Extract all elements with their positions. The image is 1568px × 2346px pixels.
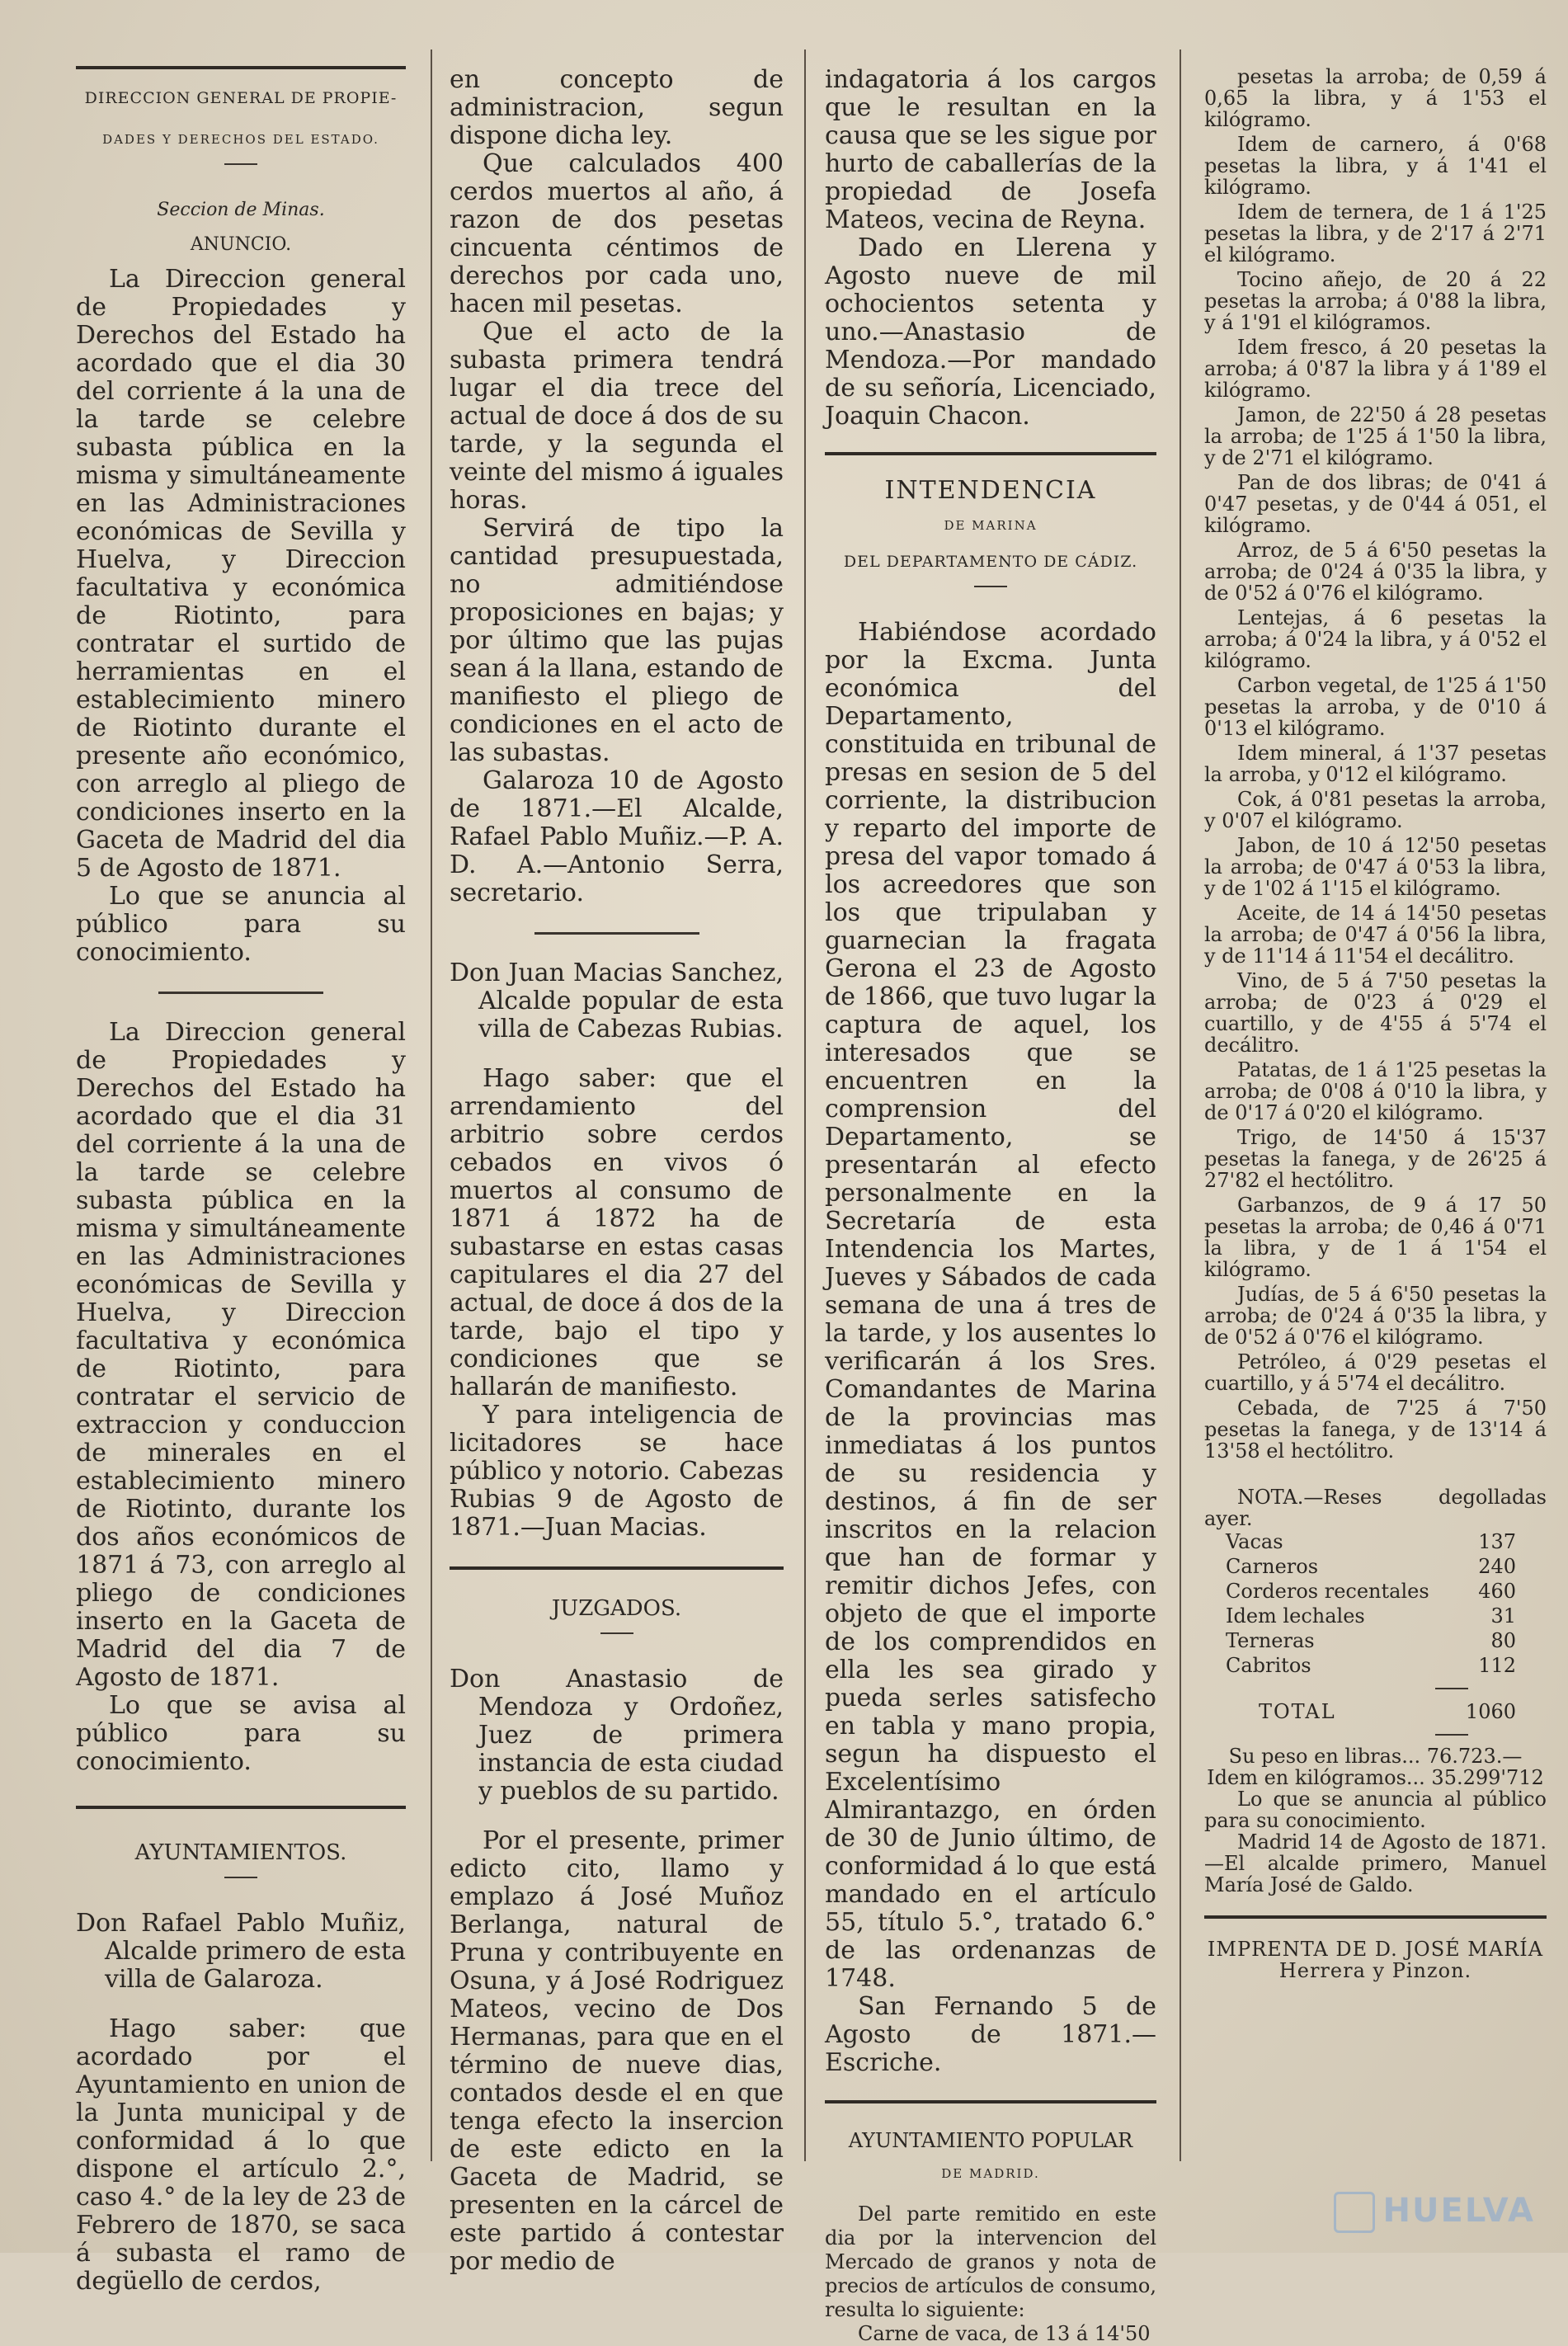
reses-table [1221,1529,1521,1678]
section-title: AYUNTAMIENTO POPULAR [848,2129,1133,2152]
reses-value: 31 [1490,1604,1516,1628]
paragraph: Que calculados 400 cerdos muertos al año, á razon de dos pesetas cincuenta céntimos de derechos por cada uno, hacen mil pesetas. [450,149,784,318]
nota: NOTA.—Reses degolladas ayer. [1204,1486,1547,1530]
paragraph: Servirá de tipo la cantidad presupuestada, no admitiéndose proposiciones en bajas; y por último que las pujas sean á la llana, estando de manifiesto el pliego de condiciones en el acto de las subastas. [450,514,784,767]
price-line: Carbon vegetal, de 1'25 á 1'50 pesetas la arroba, y de 0'10 á 0'13 el kilógramo. [1204,674,1547,740]
table-row [1221,1628,1521,1653]
column-4 [1204,66,1547,1981]
paragraph: Hago saber: que el arrendamiento del arbitrio sobre cerdos cebados en vivos ó muertos al consumo de 1871 á 1872 ha de subastarse en estas casas capitulares el dia 27 del actual, de doce á dos de la tarde, bajo el tipo y condiciones que se hallarán de manifiesto. [450,1064,784,1401]
price-line: Patatas, de 1 á 1'25 pesetas la arroba; de 0'08 á 0'10 la libra, y de 0'17 á 0'20 el kilógramo. [1204,1058,1547,1124]
section-title: JUZGADOS. [551,1596,682,1621]
reses-value: 80 [1490,1629,1516,1652]
paragraph: Del parte remitido en este dia por la intervencion del Mercado de granos y nota de precios de artículos de consumo, resulta lo siguiente: [825,2202,1156,2321]
price-line: Idem de ternera, de 1 á 1'25 pesetas la libra, y de 2'17 á 2'71 el kilógramo. [1204,200,1547,266]
dash [224,163,257,165]
reses-name: Corderos recentales [1226,1580,1429,1603]
price-line: Idem mineral, á 1'37 pesetas la arroba, y 0'12 el kilógramo. [1204,742,1547,786]
paragraph: Habiéndose acordado por la Excma. Junta económica del Departamento, constituida en tribunal de presas en sesion de 5 del corriente, la distribucion y reparto del importe de presa del vapor tomado á los acreedores que son los que tripulaban y guarnecian la fragata Gerona el 23 de Agosto de 1866, que tuvo lugar la captura de aquel, los interesados que se encuentren en la comprension del Departamento, se presentarán al efecto personalmente en la Secretaría de esta Intendencia los Martes, Jueves y Sábados de cada semana de una á tres de la tarde, y los ausentes lo verificarán á los Sres. Comandantes de Marina de la provincias mas inmediatas á los puntos de su residencia y destinos, á fin de ser inscritos en la relacion que han de formar y remitir dichos Jefes, con objeto de que el importe de los comprendidos en ella les sea girado y pueda serles satisfecho en tabla y mano propia, segun ha dispuesto el Excelentísimo Almirantazgo, en órden de 30 de Junio último, de conformidad á lo que está mandado en el artículo 55, título 5.°, tratado 6.° de las ordenanzas de 1748. [825,618,1156,1993]
paragraph: Don Rafael Pablo Muñiz, Alcalde primero de esta villa de Galaroza. [76,1909,406,1994]
reses-value: 112 [1478,1654,1516,1677]
price-line: Petróleo, á 0'29 pesetas el cuartillo, y á 5'74 el decálitro. [1204,1350,1547,1395]
paragraph: La Direccion general de Propiedades y Derechos del Estado ha acordado que el dia 30 del corriente á la una de la tarde se celebre subasta pública en la misma y simultáneamente en las Administraciones económicas de Sevilla y Huelva, y Direccion facultativa y económica de Riotinto, para contratar el surtido de herramientas en el establecimiento minero de Riotinto durante el presente año económico, con arreglo al pliego de condiciones inserto en la Gaceta de Madrid del dia 5 de Agosto de 1871. [76,265,406,883]
table-row [1221,1604,1521,1628]
table-row [1221,1653,1521,1678]
total-label: TOTAL [1259,1700,1336,1723]
column-rule [1180,49,1181,2161]
dash [1435,1734,1468,1736]
price-line: Trigo, de 14'50 á 15'37 pesetas la fanega, y de 26'25 á 27'82 el hectólitro. [1204,1126,1547,1192]
rule [76,1806,406,1809]
anuncio-title: ANUNCIO. [190,234,292,255]
dash [974,586,1007,587]
paragraph: Por el presente, primer edicto cito, llamo y emplazo á José Muñoz Berlanga, natural de Pruna y contribuyente en Osuna, y á José Rodriguez Mateos, vecino de Dos Hermanas, para que en el término de nueve dias, contados desde el en que tenga efecto la insercion de este edicto en la Gaceta de Madrid, se presenten en la cárcel de este partido á contestar por medio de [450,1826,784,2276]
reses-value: 240 [1478,1555,1516,1578]
paragraph: Y para inteligencia de licitadores se hace público y notorio. Cabezas Rubias 9 de Agosto de 1871.—Juan Macias. [450,1401,784,1542]
price-line: Idem fresco, á 20 pesetas la arroba; á 0'87 la libra y á 1'89 el kilógramo. [1204,336,1547,402]
price-line: Garbanzos, de 9 á 17 50 pesetas la arroba; de 0,46 á 0'71 la libra, y de 1 á 1'54 el kilógramo. [1204,1194,1547,1281]
paragraph: San Fernando 5 de Agosto de 1871.—Escriche. [825,1992,1156,2077]
price-line: Jabon, de 10 á 12'50 pesetas la arroba; de 0'47 á 0'53 la libra, y de 1'02 á 1'15 el kilógramo. [1204,834,1547,900]
rule [825,2100,1156,2103]
rule [534,932,699,935]
paragraph: en concepto de administracion, segun dispone dicha ley. [450,65,784,150]
section-title: INTENDENCIA [884,476,1097,505]
paragraph: Lo que se anuncia al público para su conocimiento. [1204,1788,1547,1832]
dash [224,1877,257,1878]
column-3 [825,66,1156,2346]
paragraph: Dado en Llerena y Agosto nueve de mil ochocientos setenta y uno.—Anastasio de Mendoza.—Por mandado de su señoría, Licenciado, Joaquin Chacon. [825,233,1156,431]
seal-icon [1334,2192,1375,2233]
column-1 [76,58,406,2296]
paragraph: Que el acto de la subasta primera tendrá lugar el dia trece del actual de doce á dos de su tarde, y la segunda el veinte del mismo á iguales horas. [450,318,784,515]
price-line: Tocino añejo, de 20 á 22 pesetas la arroba; á 0'88 la libra, y á 1'91 el kilógramos. [1204,268,1547,334]
price-line: Lentejas, á 6 pesetas la arroba; á 0'24 la libra, y á 0'52 el kilógramo. [1204,606,1547,672]
price-line: Cebada, de 7'25 á 7'50 pesetas la fanega, y de 13'14 á 13'58 el hectólitro. [1204,1397,1547,1463]
paragraph: Don Anastasio de Mendoza y Ordoñez, Juez de primera instancia de esta ciudad y pueblos de su partido. [450,1665,784,1806]
total-row [1254,1699,1521,1724]
heading: DIRECCION GENERAL DE PROPIE- [84,89,398,107]
dash [600,1632,633,1634]
price-line: Pan de dos libras; de 0'41 á 0'47 pesetas, y de 0'44 á 051, el kilógramo. [1204,471,1547,537]
price-line: Aceite, de 14 á 14'50 pesetas la arroba; de 0'47 á 0'56 la libra, y de 11'14 á 11'54 el decálitro. [1204,902,1547,968]
reses-value: 460 [1478,1580,1516,1603]
rule [76,66,406,69]
price-line: Judías, de 5 á 6'50 pesetas la arroba; de 0'24 á 0'35 la libra, y de 0'52 á 0'76 el kilógramo. [1204,1283,1547,1349]
dash [1435,1688,1468,1689]
paragraph: indagatoria á los cargos que le resultan en la causa que se les sigue por hurto de caballerías de la propiedad de Josefa Mateos, vecina de Reyna. [825,65,1156,234]
column-rule [431,49,432,2161]
column-2 [450,66,784,2276]
heading: DADES Y DERECHOS DEL ESTADO. [102,132,379,147]
watermark-text: HUELVA [1382,2192,1535,2230]
rule [158,992,323,994]
subtitle: DEL DEPARTAMENTO DE CÁDIZ. [843,553,1138,571]
paragraph: Madrid 14 de Agosto de 1871.—El alcalde primero, Manuel María José de Galdo. [1204,1830,1547,1896]
reses-name: Cabritos [1226,1654,1311,1677]
reses-name: Carneros [1226,1555,1319,1578]
total-value: 1060 [1465,1700,1516,1723]
column-rule [804,49,806,2161]
paragraph: Lo que se anuncia al público para su conocimiento. [76,882,406,967]
section-title: Seccion de Minas. [157,200,325,220]
imprenta: IMPRENTA DE D. JOSÉ MARÍA Herrera y Pinzon. [1207,1938,1544,1982]
reses-name: Vacas [1226,1530,1283,1553]
rule [825,452,1156,455]
peso: Su peso en libras... 76.723.— [1228,1745,1523,1768]
paragraph: Lo que se avisa al público para su conocimiento. [76,1691,406,1776]
paragraph: Don Juan Macias Sanchez, Alcalde popular de esta villa de Cabezas Rubias. [450,959,784,1043]
section-title: AYUNTAMIENTOS. [134,1840,347,1865]
price-list [1204,66,1547,1462]
peso: Idem en kilógramos... 35.299'712 [1207,1766,1544,1789]
price-line: Arroz, de 5 á 6'50 pesetas la arroba; de 0'24 á 0'35 la libra, y de 0'52 á 0'76 el kilógramo. [1204,539,1547,605]
paragraph: Hago saber: que acordado por el Ayuntamiento en union de la Junta municipal y de conformidad á lo que dispone el artículo 2.°, caso 4.° de la ley de 23 de Febrero de 1870, se saca á subasta el ramo de degüello de cerdos, [76,2014,406,2296]
table-row [1221,1554,1521,1579]
price-line: Jamon, de 22'50 á 28 pesetas la arroba; de 1'25 á 1'50 la libra, y de 2'71 el kilógramo. [1204,403,1547,469]
price-line: Idem de carnero, á 0'68 pesetas la libra, y á 1'41 el kilógramo. [1204,133,1547,199]
table-row [1221,1529,1521,1554]
price-line: Cok, á 0'81 pesetas la arroba, y 0'07 el kilógramo. [1204,788,1547,832]
subtitle: DE MADRID. [941,2166,1040,2181]
reses-name: Terneras [1226,1629,1315,1652]
paragraph: Galaroza 10 de Agosto de 1871.—El Alcalde, Rafael Pablo Muñiz.—P. A. D. A.—Antonio Serra, secretario. [450,766,784,907]
rule [450,1566,784,1570]
paragraph: Carne de vaca, de 13 á 14'50 [858,2322,1151,2345]
price-line: pesetas la arroba; de 0,59 á 0,65 la libra, y á 1'53 el kilógramo. [1204,65,1547,131]
reses-name: Idem lechales [1226,1604,1365,1628]
subtitle: DE MARINA [944,518,1038,533]
paragraph: La Direccion general de Propiedades y Derechos del Estado ha acordado que el dia 31 del corriente á la una de la tarde se celebre subasta pública en la misma y simultáneamente en las Administraciones económicas de Sevilla y Huelva, y Direccion facultativa y económica de Riotinto, para contratar el servicio de extraccion y conduccion de minerales en el establecimiento minero de Riotinto, durante los dos años económicos de 1871 á 73, con arreglo al pliego de condiciones inserto en la Gaceta de Madrid del dia 7 de Agosto de 1871. [76,1018,406,1692]
watermark-logo [1263,2192,1535,2238]
table-row [1221,1579,1521,1604]
reses-value: 137 [1478,1530,1516,1553]
price-line: Vino, de 5 á 7'50 pesetas la arroba; de 0'23 á 0'29 el cuartillo, y de 4'55 á 5'74 el decálitro. [1204,969,1547,1057]
rule [1204,1915,1547,1919]
